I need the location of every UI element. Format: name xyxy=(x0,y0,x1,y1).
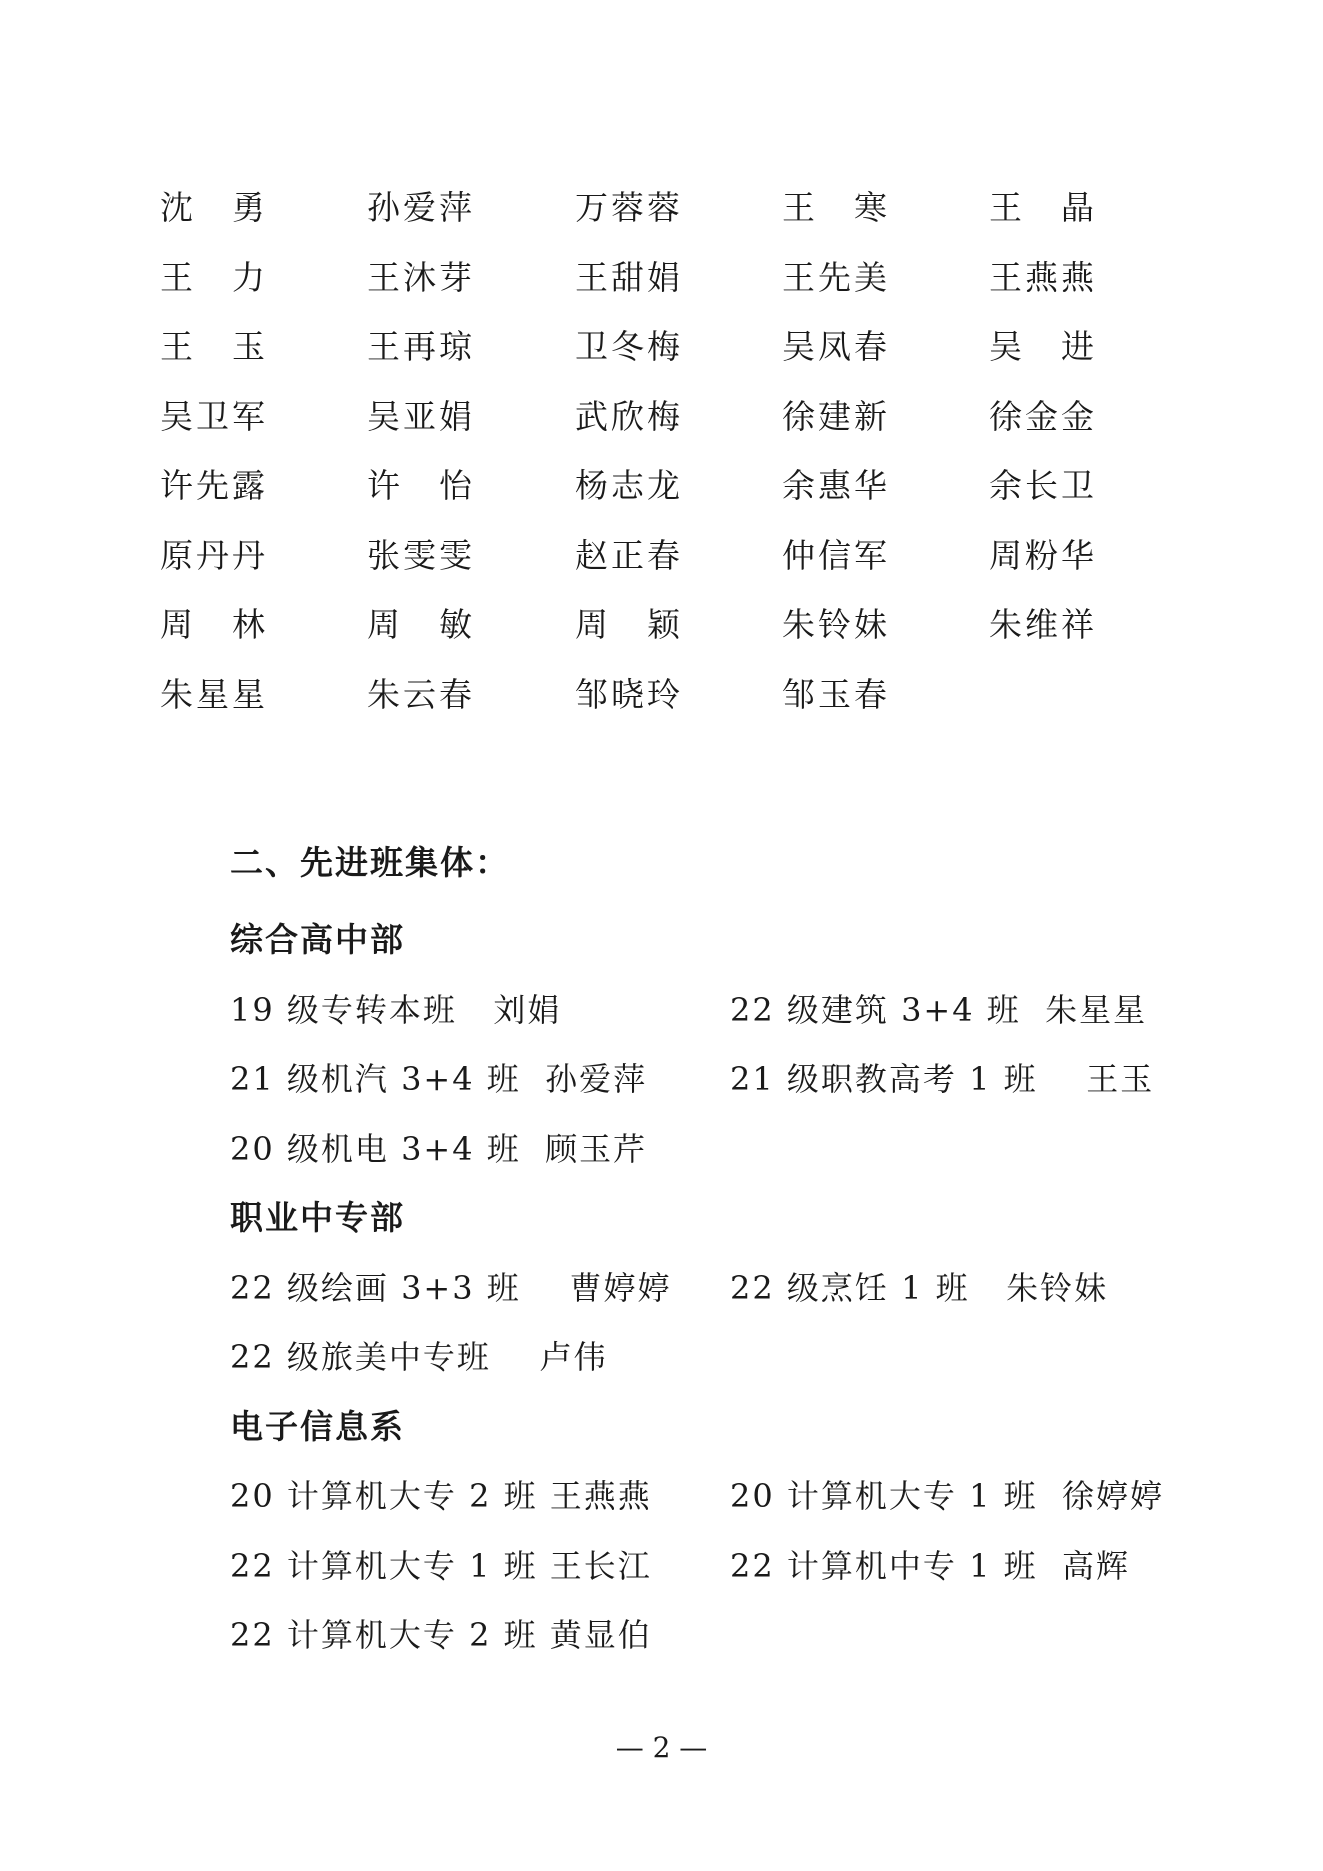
class-row xyxy=(230,1466,1230,1536)
honoree-name: 许先露 xyxy=(160,466,268,505)
class-groups xyxy=(230,910,1230,1675)
class-entry: 22 级烹饪 1 班 朱铃妹 xyxy=(730,1268,1109,1307)
class-entry: 22 计算机中专 1 班 高辉 xyxy=(730,1546,1130,1585)
name-row xyxy=(160,665,1210,735)
honoree-name: 王再琼 xyxy=(367,327,475,366)
name-row xyxy=(160,317,1210,387)
name-row xyxy=(160,387,1210,457)
class-entry: 20 级机电 3+4 班 顾玉芹 xyxy=(230,1129,648,1168)
honoree-name: 杨志龙 xyxy=(575,466,683,505)
honoree-name: 吴卫军 xyxy=(160,396,268,436)
section-title: 二、先进班集体： xyxy=(230,843,510,882)
class-entry: 21 级机汽 3+4 班 孙爱萍 xyxy=(230,1060,648,1098)
honoree-name: 赵正春 xyxy=(575,535,683,575)
honoree-name: 周粉华 xyxy=(989,535,1097,575)
honoree-name: 吴凤春 xyxy=(782,327,890,366)
class-entry: 22 级旅美中专班 卢伟 xyxy=(230,1338,608,1376)
honoree-name-grid xyxy=(160,178,1210,734)
honoree-name: 王 力 xyxy=(160,257,268,297)
class-entry: 21 级职教高考 1 班 王玉 xyxy=(730,1060,1155,1098)
honoree-name: 仲信军 xyxy=(782,535,890,575)
honoree-name: 张雯雯 xyxy=(367,535,475,575)
class-entry: 22 计算机大专 2 班 黄显伯 xyxy=(230,1616,652,1654)
honoree-name: 徐金金 xyxy=(989,396,1097,436)
honoree-name: 王 寒 xyxy=(782,188,890,227)
class-entry: 20 计算机大专 2 班 王燕燕 xyxy=(230,1477,652,1515)
page-number: — 2 — xyxy=(615,1731,708,1764)
class-row xyxy=(230,1536,1230,1606)
class-entry: 19 级专转本班 刘娟 xyxy=(230,990,562,1029)
class-row xyxy=(230,1049,1230,1119)
class-entry: 22 计算机大专 1 班 王长江 xyxy=(230,1546,652,1585)
honoree-name: 许 怡 xyxy=(367,466,475,505)
group-heading: 综合高中部 xyxy=(230,920,405,959)
honoree-name: 原丹丹 xyxy=(160,535,268,575)
class-row xyxy=(230,1605,1230,1675)
honoree-name: 朱星星 xyxy=(160,674,268,714)
class-row xyxy=(230,1119,1230,1189)
class-entry: 22 级建筑 3+4 班 朱星星 xyxy=(730,990,1148,1029)
honoree-name: 余长卫 xyxy=(989,466,1097,505)
honoree-name: 吴 进 xyxy=(989,327,1097,366)
name-row xyxy=(160,595,1210,665)
honoree-name: 邹晓玲 xyxy=(575,674,683,714)
honoree-name: 孙爱萍 xyxy=(367,188,475,227)
name-row xyxy=(160,178,1210,248)
honoree-name: 王燕燕 xyxy=(989,257,1097,297)
name-row xyxy=(160,456,1210,526)
honoree-name: 余惠华 xyxy=(782,466,890,505)
honoree-name: 朱维祥 xyxy=(989,605,1097,644)
class-entry: 20 计算机大专 1 班 徐婷婷 xyxy=(730,1477,1164,1515)
honoree-name: 王 晶 xyxy=(989,188,1097,227)
class-row xyxy=(230,980,1230,1050)
honoree-name: 周 颖 xyxy=(575,605,683,644)
honoree-name: 朱云春 xyxy=(367,674,475,714)
class-row xyxy=(230,1258,1230,1328)
honoree-name: 周 林 xyxy=(160,605,268,644)
group-heading: 职业中专部 xyxy=(230,1198,405,1237)
class-entry: 22 级绘画 3+3 班 曹婷婷 xyxy=(230,1268,672,1307)
name-row xyxy=(160,248,1210,318)
honoree-name: 武欣梅 xyxy=(575,396,683,436)
honoree-name: 王先美 xyxy=(782,257,890,297)
group-heading: 电子信息系 xyxy=(230,1406,405,1446)
honoree-name: 周 敏 xyxy=(367,605,475,644)
honoree-name: 王 玉 xyxy=(160,327,268,366)
class-row xyxy=(230,1327,1230,1397)
honoree-name: 万蓉蓉 xyxy=(575,188,683,227)
honoree-name: 沈 勇 xyxy=(160,188,268,227)
honoree-name: 邹玉春 xyxy=(782,674,890,714)
name-row xyxy=(160,526,1210,596)
honoree-name: 王甜娟 xyxy=(575,257,683,297)
honoree-name: 王沐芽 xyxy=(367,257,475,297)
honoree-name: 徐建新 xyxy=(782,396,890,436)
honoree-name: 卫冬梅 xyxy=(575,327,683,366)
honoree-name: 吴亚娟 xyxy=(367,396,475,436)
honoree-name: 朱铃妹 xyxy=(782,605,890,644)
